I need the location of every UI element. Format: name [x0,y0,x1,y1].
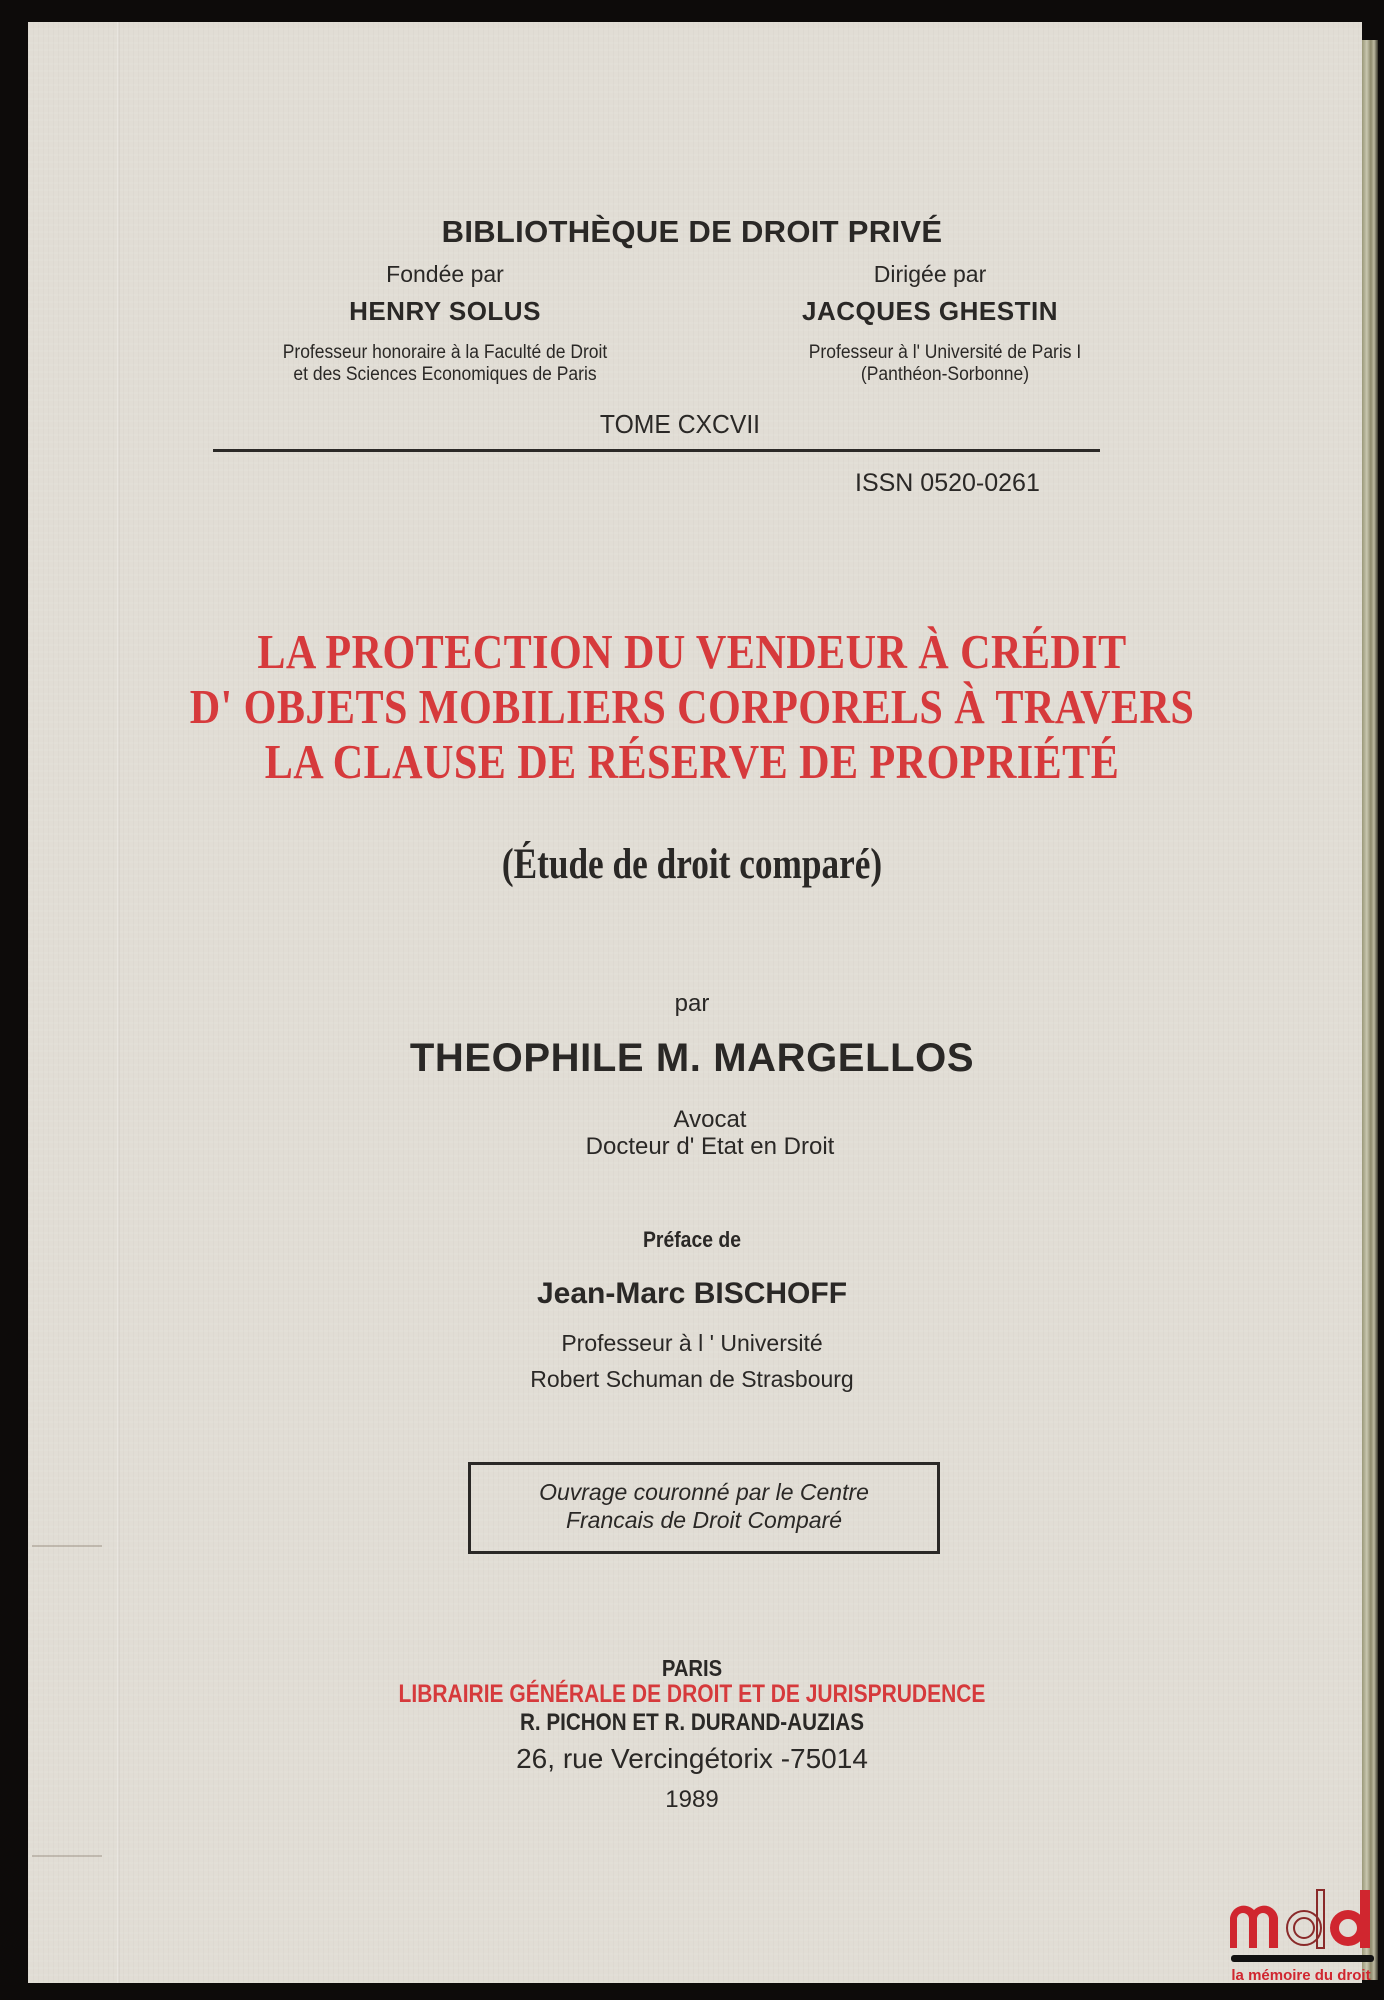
founder-affiliation-line: Professeur honoraire à la Faculté de Droit [282,342,608,363]
award-box [468,1462,940,1554]
book-title [97,624,1287,789]
director-affiliation-line: Professeur à l' Université de Paris I [808,342,1082,363]
founder-role: Fondée par [386,261,504,287]
publisher-city: PARIS [661,1655,723,1681]
book-subtitle: (Étude de droit comparé) [501,841,883,888]
mdd-logo-icon [1226,1888,1374,1950]
founder-name: HENRY SOLUS [349,296,541,326]
founder-affiliation-line: et des Sciences Economiques de Paris [293,364,597,385]
director-role: Dirigée par [873,261,987,287]
preface-author-affiliation [0,1325,1384,1397]
director-name: JACQUES GHESTIN [802,296,1058,326]
award-line: Ouvrage couronné par le Centre [539,1479,869,1505]
founder-affiliation [261,342,629,386]
wear-mark [32,1545,102,1547]
award-line: Francais de Droit Comparé [565,1507,843,1533]
logo-tagline: la mémoire du droit [1231,1967,1371,1984]
header-divider [213,449,1100,452]
preface-label: Préface de [643,1227,741,1252]
preface-affiliation-line: Robert Schuman de Strasbourg [530,1366,854,1392]
publication-year: 1989 [665,1786,719,1813]
volume-number: TOME CXCVII [599,409,761,439]
publisher-address: 26, rue Vercingétorix -75014 [516,1743,868,1774]
by-label: par [674,990,710,1017]
title-line: D' OBJETS MOBILIERS CORPORELS À TRAVERS [189,679,1195,734]
author-title-line: Docteur d' Etat en Droit [585,1133,835,1160]
director-affiliation-line: (Panthéon-Sorbonne) [860,364,1030,385]
title-line: LA PROTECTION DU VENDEUR À CRÉDIT [257,624,1127,679]
preface-affiliation-line: Professeur à l ' Université [561,1330,823,1356]
title-line: LA CLAUSE DE RÉSERVE DE PROPRIÉTÉ [264,734,1120,789]
author-titles [18,1106,1384,1160]
wear-mark [32,1855,102,1857]
award-text [471,1478,937,1534]
series-title: BIBLIOTHÈQUE DE DROIT PRIVÉ [441,214,943,249]
author-name: THEOPHILE M. MARGELLOS [409,1036,975,1080]
author-title-line: Avocat [673,1106,747,1133]
publisher-name: LIBRAIRIE GÉNÉRALE DE DROIT ET DE JURISPRUDENCE [398,1680,986,1708]
issn: ISSN 0520-0261 [855,469,1040,497]
director-affiliation [733,342,1156,386]
logo-underline [1231,1955,1374,1962]
publisher-owners: R. PICHON ET R. DURAND-AUZIAS [520,1709,864,1736]
preface-author: Jean-Marc BISCHOFF [536,1277,848,1310]
mdd-logo [1226,1888,1376,1998]
